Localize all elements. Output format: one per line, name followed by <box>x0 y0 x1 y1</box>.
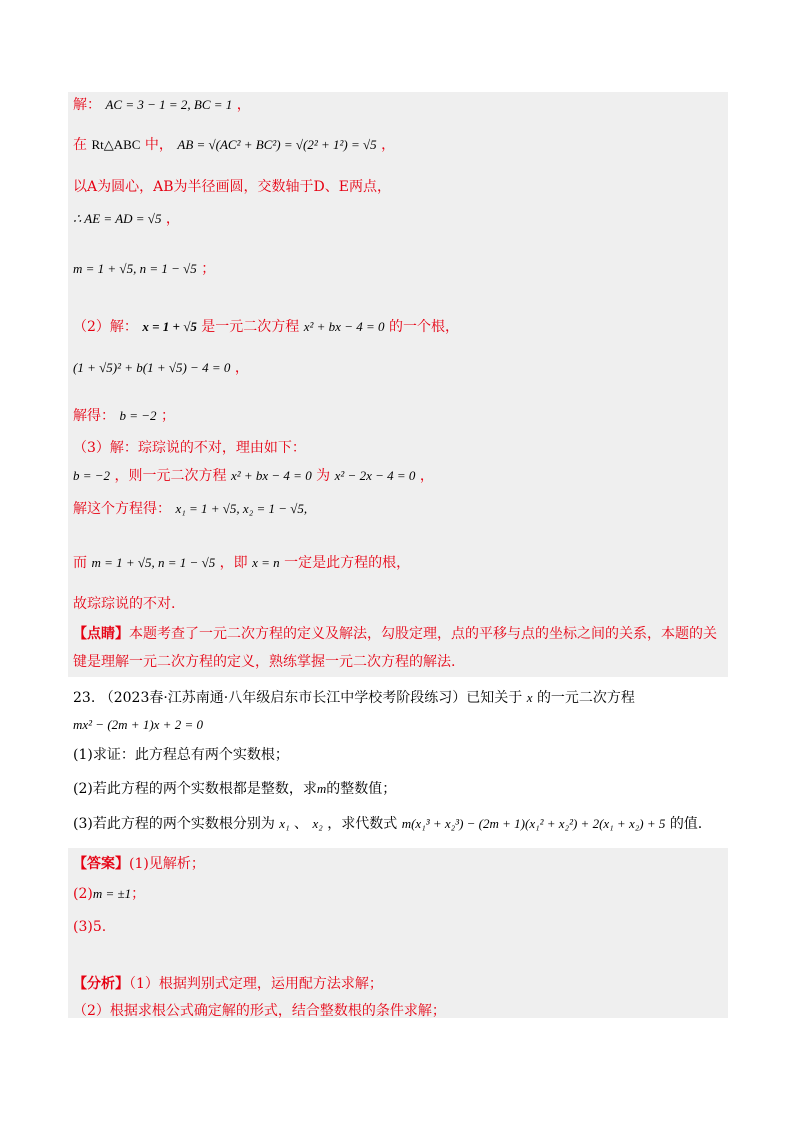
solution-line-1 <box>73 91 251 119</box>
text: 为 <box>316 468 331 484</box>
text: 的一个根， <box>388 319 459 335</box>
punct: ； <box>160 408 175 424</box>
math-equation: x² + bx − 4 = 0 <box>230 468 312 483</box>
text: 在 <box>73 137 87 153</box>
solution3-line-4 <box>73 549 410 577</box>
punct: ， <box>165 211 180 227</box>
punct: ， <box>419 468 434 484</box>
solution2-line-1 <box>73 313 459 341</box>
solution3-line-5: 故琮琮说的不对. <box>73 596 176 612</box>
var-m: m <box>316 781 327 796</box>
answer-label: 【答案】 <box>73 856 129 872</box>
comment-line-1 <box>73 620 717 648</box>
solution2-line-2 <box>73 354 249 382</box>
punct: ， <box>381 137 396 153</box>
solution3-line-3 <box>73 495 307 523</box>
analysis-line-1 <box>73 970 383 998</box>
question-23-header <box>73 684 635 712</box>
text: 解这个方程得： <box>73 501 171 517</box>
math-ac-bc: AC = 3 − 1 = 2, BC = 1 <box>105 97 233 112</box>
text: 一定是此方程的根， <box>284 555 411 571</box>
text: (2) <box>73 886 93 902</box>
question-part-1: (1)求证：此方程总有两个实数根； <box>73 747 289 763</box>
text: (3)若此方程的两个实数根分别为 <box>73 816 275 832</box>
math-triangle: Rt△ABC <box>91 137 141 152</box>
math-ae-ad: ∴ AE = AD = √5 <box>73 211 162 226</box>
answer-line-2 <box>73 880 145 908</box>
answer-line-1 <box>73 850 205 878</box>
question-part-3 <box>73 810 702 838</box>
math-question-equation: mx² − (2m + 1)x + 2 = 0 <box>73 717 203 732</box>
text: ，则一元二次方程 <box>114 468 227 484</box>
math-ab: AB = √(AC² + BC²) = √(2² + 1²) = √5 <box>177 137 377 152</box>
solution-line-2 <box>73 131 395 159</box>
solution-line-3: 以A为圆心，AB为半径画圆，交数轴于D、E两点， <box>73 179 391 195</box>
solution3-line-1: （3）解：琮琮说的不对，理由如下： <box>73 440 306 456</box>
math-equation-2: x² − 2x − 4 = 0 <box>334 468 416 483</box>
math-b: b = −2 <box>119 408 157 423</box>
math-roots: x₁ = 1 + √5, x₂ = 1 − √5, <box>175 501 308 516</box>
punct: ， <box>234 360 249 376</box>
text: 的值. <box>669 816 703 832</box>
question-equation <box>73 711 203 739</box>
text: ，求代数式 <box>327 816 398 832</box>
var-x1: x₁ <box>279 816 290 831</box>
answer-line-3: (3)5. <box>73 919 107 935</box>
math-expression: m(x₁³ + x₂³) − (2m + 1)(x₁² + x₂²) + 2(x₁ + x₂) + 5 <box>401 816 666 831</box>
comment-text: 本题考查了一元二次方程的定义及解法，勾股定理，点的平移与点的坐标之间的关系，本题的关 <box>129 626 717 642</box>
math-b: b = −2 <box>73 468 111 483</box>
punct: ， <box>236 97 251 113</box>
text: ，即 <box>219 555 248 571</box>
analysis-text: （1）根据判别式定理，运用配方法求解； <box>129 976 383 992</box>
math-substitution: (1 + √5)² + b(1 + √5) − 4 = 0 <box>73 360 231 375</box>
text: 而 <box>73 555 87 571</box>
solution2-line-3 <box>73 402 175 430</box>
text: 的整数值； <box>326 781 397 797</box>
question-source: （2023春·江苏南通·八年级启东市长江中学校考阶段练习）已知关于 <box>99 690 523 706</box>
analysis-line-2: （2）根据求根公式确定解的形式，结合整数根的条件求解； <box>73 1003 446 1019</box>
text: 的一元二次方程 <box>536 690 635 706</box>
punct: ； <box>131 886 146 902</box>
solution-line-5 <box>73 255 215 283</box>
comment-line-2: 键是理解一元二次方程的定义，熟练掌握一元二次方程的解法. <box>73 654 456 670</box>
math-equation: x² + bx − 4 = 0 <box>303 319 385 334</box>
text: （2）解： <box>73 319 138 335</box>
text: 解得： <box>73 408 115 424</box>
text: 中， <box>144 137 173 153</box>
solution3-line-2 <box>73 462 434 490</box>
question-part-2 <box>73 775 396 803</box>
math-m-n: m = 1 + √5, n = 1 − √5 <box>73 261 197 276</box>
analysis-label: 【分析】 <box>73 976 129 992</box>
math-x-n: x = n <box>252 555 280 570</box>
math-m-n: m = 1 + √5, n = 1 − √5 <box>91 555 216 570</box>
text: 是一元二次方程 <box>201 319 300 335</box>
comment-label: 【点睛】 <box>73 626 129 642</box>
var-x: x <box>526 690 533 705</box>
solution-line-4 <box>73 205 180 233</box>
math-m-value: m = ±1 <box>92 886 132 901</box>
punct: ； <box>201 261 216 277</box>
var-x2: x₂ <box>312 816 323 831</box>
solution-label: 解： <box>73 97 101 113</box>
answer-1: (1)见解析； <box>129 856 205 872</box>
text: (2)若此方程的两个实数根都是整数，求 <box>73 781 317 797</box>
punct: 、 <box>294 816 309 832</box>
math-x-root: x = 1 + √5 <box>142 319 197 334</box>
question-number: 23. <box>73 690 96 706</box>
